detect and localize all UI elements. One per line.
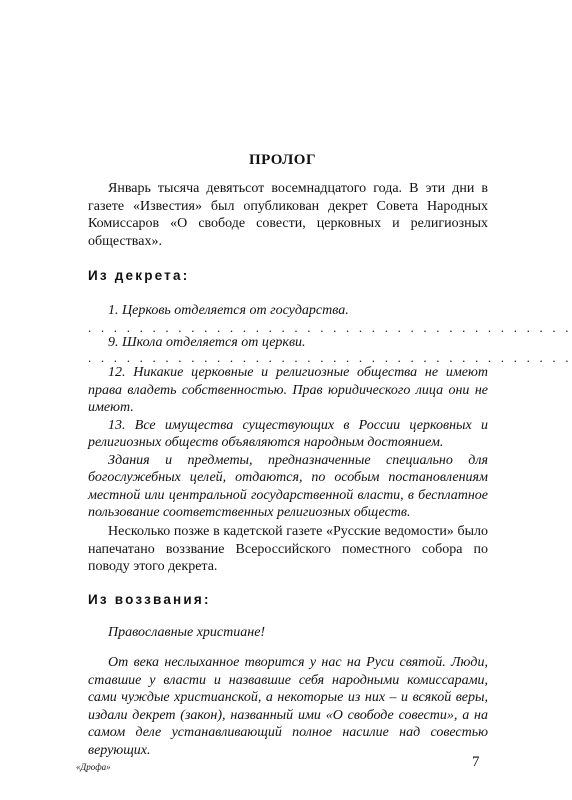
appeal-heading: Из воззвания: [88,592,211,607]
intro-paragraph [88,180,488,250]
appeal-intro-paragraph [88,523,488,576]
page-number: 7 [472,754,480,770]
appeal-greeting [88,624,488,642]
appeal-intro-text: Несколько позже в кадетской газете «Русские ведомости» было напечатано воззвание Всероссийского поместного собора по поводу этого декрета. [88,524,488,574]
decree-heading: Из декрета: [88,268,190,283]
decree-item-9-text: 9. Школа отделяется от церкви. [108,335,306,350]
appeal-body [88,654,488,759]
appeal-body-text: От века неслыханное творится у нас на Руси святой. Люди, ставшие у власти и назвавшие себя народными комиссарами, сами чуждые христианской, а некоторые из них – и всякой веры, издали декрет (закон), названный ими «О свободе совести», а на самом деле устанавливающий полное насилие над совестью верующих. [88,655,488,758]
decree-item-1 [88,302,488,320]
publisher-mark: «Дрофа» [76,762,111,772]
decree-item-1-text: 1. Церковь отделяется от государства. [108,303,349,318]
ellipsis-divider: . . . . . . . . . . . . . . . . . . . . . . . . . . . . . . . . . . . . . . [88,350,572,365]
ellipsis-divider: . . . . . . . . . . . . . . . . . . . . . . . . . . . . . . . . . . . . . . [88,320,572,335]
appeal-greeting-text: Православные христиане! [108,625,266,640]
decree-item-13-text: 13. Все имущества существующих в России церковных и религиозных обществ объявляются народным достоянием. [88,417,488,450]
decree-item-12-text: 12. Никакие церковные и религиозные общества не имеют права владеть собственностью. Прав юридического лица они не имеют. [88,365,488,415]
decree-item-13-continuation: Здания и предметы, предназначенные специально для богослужебных целей, отдаются, по особым постановлениям местной или центральной государственной власти, в бесплатное пользование соответственных религиозных обществ. [88,452,488,520]
intro-text: Январь тысяча девятьсот восемнадцатого года. В эти дни в газете «Известия» был опубликован декрет Совета Народных Комиссаров «О свободе совести, церковных и религиозных обществах». [88,181,488,249]
decree-items-12-13 [88,364,488,522]
page-title: ПРОЛОГ [248,152,317,168]
decree-item-9 [88,334,488,352]
